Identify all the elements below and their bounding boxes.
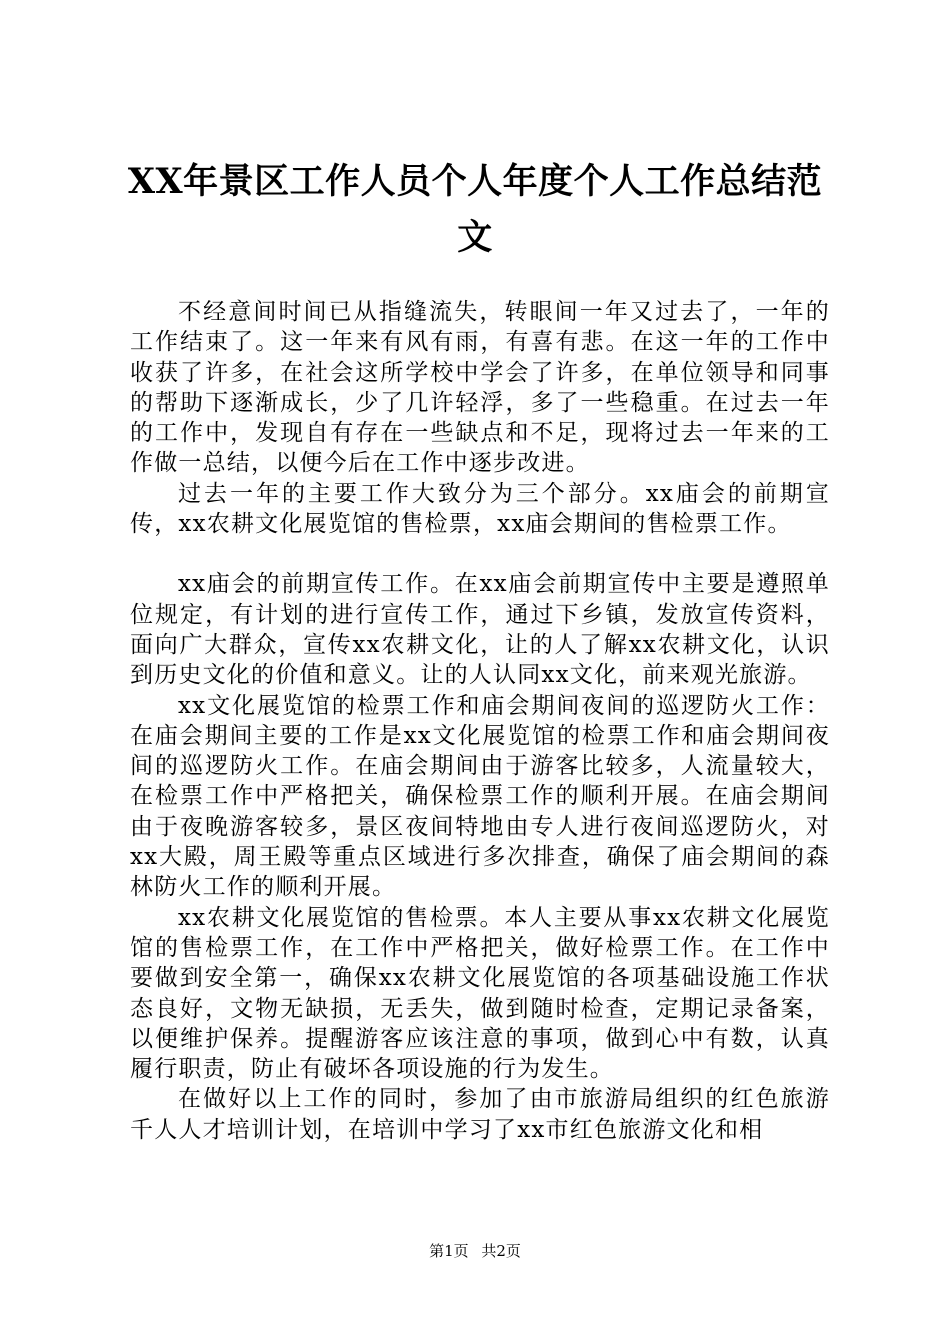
- page-footer: [0, 1241, 950, 1261]
- page-total: 共2页: [481, 1242, 521, 1260]
- paragraph-ticketing: xx农耕文化展览馆的售检票。本人主要从事xx农耕文化展览馆的售检票工作，在工作中严格把关，做好检票工作。在工作中要做到安全第一，确保xx农耕文化展览馆的各项基础设施工作状态良好，文物无缺损，无丢失，做到随时检查，定期记录备案，以便维护保养。提醒游客应该注意的事项，做到心中有数，认真履行职责，防止有破坏各项设施的行为发生。: [130, 904, 830, 1083]
- paragraph-training: 在做好以上工作的同时，参加了由市旅游局组织的红色旅游千人人才培训计划，在培训中学习了xx市红色旅游文化和相: [130, 1086, 830, 1143]
- document-body: [130, 297, 830, 1145]
- document-title: XX年景区工作人员个人年度个人工作总结范文: [127, 161, 823, 258]
- page-number: 第1页: [429, 1242, 469, 1260]
- paragraph-patrol: xx文化展览馆的检票工作和庙会期间夜间的巡逻防火工作：在庙会期间主要的工作是xx文化展览馆的检票工作和庙会期间夜间的巡逻防火工作。在庙会期间由于游客比较多，人流量较大，在检票工作中严格把关，确保检票工作的顺利开展。在庙会期间由于夜晚游客较多，景区夜间特地由专人进行夜间巡逻防火，对xx大殿，周王殿等重点区域进行多次排查，确保了庙会期间的森林防火工作的顺利开展。: [130, 692, 830, 901]
- paragraph-intro: 不经意间时间已从指缝流失，转眼间一年又过去了，一年的工作结束了。这一年来有风有雨，有喜有悲。在这一年的工作中收获了许多，在社会这所学校中学会了许多，在单位领导和同事的帮助下逐渐成长，少了几许轻浮，多了一些稳重。在过去一年的工作中，发现自有存在一些缺点和不足，现将过去一年来的工作做一总结，以便今后在工作中逐步改进。: [130, 299, 830, 477]
- paragraph-promotion: xx庙会的前期宣传工作。在xx庙会前期宣传中主要是遵照单位规定，有计划的进行宣传工作，通过下乡镇，发放宣传资料，面向广大群众，宣传xx农耕文化，让的人了解xx农耕文化，认识到历史文化的价值和意义。让的人认同xx文化，前来观光旅游。: [130, 571, 830, 689]
- paragraph-overview: 过去一年的主要工作大致分为三个部分。xx庙会的前期宣传，xx农耕文化展览馆的售检票，xx庙会期间的售检票工作。: [130, 480, 830, 538]
